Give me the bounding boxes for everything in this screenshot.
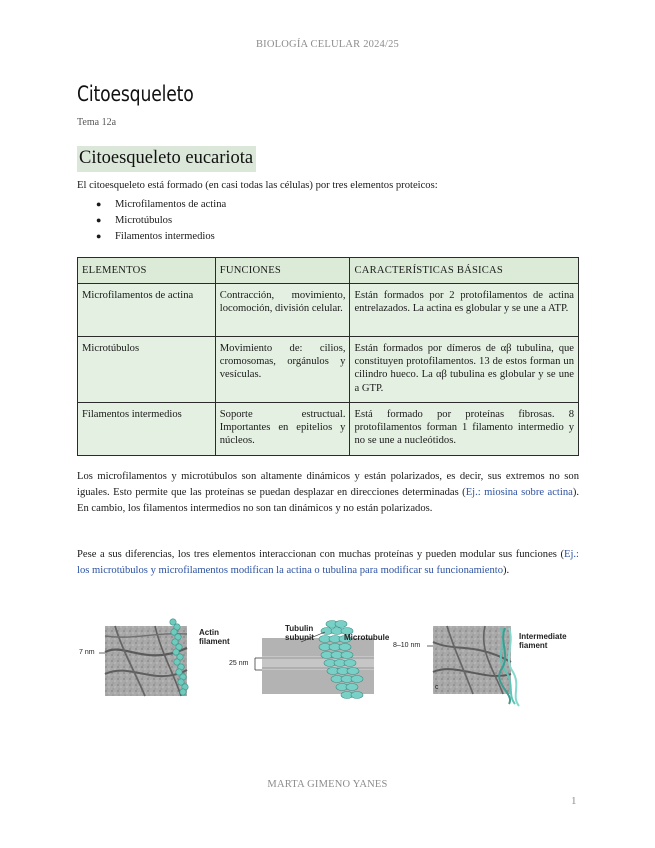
cytoskeleton-figure <box>75 612 585 712</box>
paragraph-polarity: Los microfilamentos y microtúbulos son altamente dinámicos y están polarizados, es decir, sus extremos no son iguales. Esto permite que las proteínas se puedan desplazar en direcciones determinadas (Ej.: miosina sobre actina). En cambio, los filamentos intermedios no son tan dinámicos y no están polarizados. <box>77 471 580 514</box>
page-number: 1 <box>571 795 577 807</box>
elements-table <box>77 257 579 456</box>
actin-panel <box>99 619 188 696</box>
table-cell: Está formado por proteínas fibrosas. 8 protofilamentos forman 1 filamento intermedio y no se une a nucleótidos. <box>350 403 579 456</box>
paragraph-interactions: Pese a sus diferencias, los tres elementos interaccionan con muchas proteínas y pueden modular sus funciones (Ej.: los microtúbulos y microfilamentos modifican la actina o tubulina para modificar su funcionamiento). <box>77 549 579 576</box>
table-row <box>78 337 579 403</box>
bullet-icon: ● <box>96 215 102 225</box>
table-row <box>78 284 579 337</box>
column-header-caracteristicas: CARACTERÍSTICAS BÁSICAS <box>350 258 579 284</box>
table-row <box>78 403 579 456</box>
table-header-row <box>78 258 579 284</box>
document-title: Citoesqueleto <box>77 82 194 106</box>
microtubule-size-label: 25 nm <box>229 660 249 667</box>
microtubule-label: Microtubule <box>344 633 390 642</box>
table-cell: Microfilamentos de actina <box>78 284 216 337</box>
list-item: ● Microfilamentos de actina <box>96 198 227 210</box>
intro-text: El citoesqueleto está formado (en casi todas las células) por tres elementos proteicos: <box>77 180 438 191</box>
panel-letter: c <box>435 684 439 691</box>
page-header: BIOLOGÍA CELULAR 2024/25 <box>255 39 400 50</box>
intermediate-size-label: 8–10 nm <box>393 642 421 649</box>
footer-author: MARTA GIMENO YANES <box>267 779 388 790</box>
table-cell: Movimiento de: cilios, cromosomas, orgánulos y vesículas. <box>215 337 350 403</box>
column-header-elementos: ELEMENTOS <box>78 258 216 284</box>
table-cell: Filamentos intermedios <box>78 403 216 456</box>
actin-size-label: 7 nm <box>79 649 95 656</box>
bullet-icon: ● <box>96 199 102 209</box>
tubulin-subunit-label: Tubulin subunit <box>285 624 314 642</box>
table-cell: Están formados por 2 protofilamentos de actina entrelazados. La actina es globular y se une a ATP. <box>350 284 579 337</box>
list-item: ● Microtúbulos <box>96 214 173 226</box>
document-subtitle: Tema 12a <box>77 117 117 128</box>
table-cell: Soporte estructual. Importantes en epitelios y núcleos. <box>215 403 350 456</box>
figure-illustration <box>75 612 585 712</box>
example-link-myosin[interactable]: Ej.: miosina sobre actina <box>465 487 573 498</box>
example-link-modulation[interactable]: Ej.: los microtúbulos y microfilamentos modifican la actina o tubulina para modificar su funcionamiento <box>77 549 579 576</box>
column-header-funciones: FUNCIONES <box>215 258 350 284</box>
table-cell: Están formados por dímeros de αβ tubulina, que constituyen protofilamentos. 13 de estos forman un cilindro hueco. La αβ tubulina es globular y se une a GTP. <box>350 337 579 403</box>
element-list <box>96 196 226 244</box>
intermediate-filament-label: Intermediate fiament <box>519 632 567 650</box>
bullet-icon: ● <box>96 231 102 241</box>
section-heading: Citoesqueleto eucariota <box>77 146 256 172</box>
actin-filament-label: Actin filament <box>199 628 230 646</box>
table-cell: Contracción, movimiento, locomoción, división celular. <box>215 284 350 337</box>
list-item: ● Filamentos intermedios <box>96 230 215 242</box>
intermediate-panel <box>427 626 519 706</box>
table-cell: Microtúbulos <box>78 337 216 403</box>
